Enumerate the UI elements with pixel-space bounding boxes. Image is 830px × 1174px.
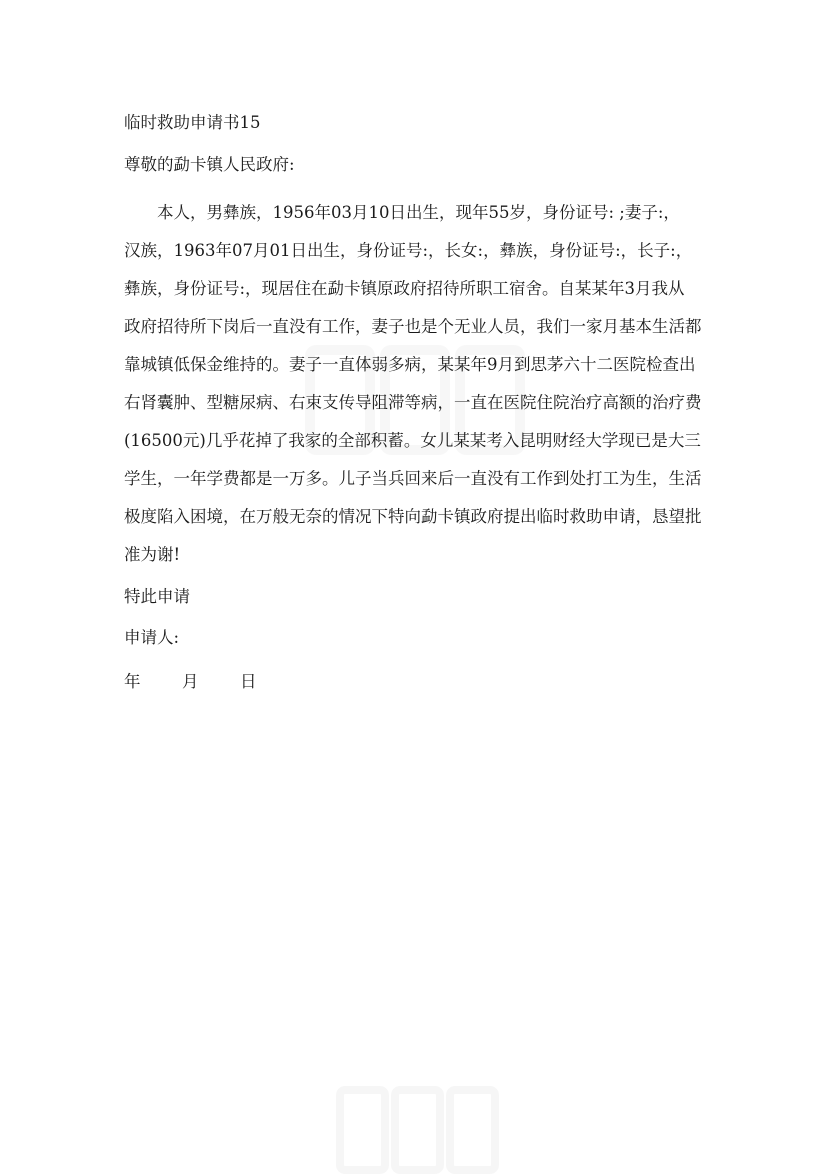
document-title: 临时救助申请书15 [124, 113, 261, 132]
body-line: 准为谢! [124, 545, 181, 564]
date-month-label: 月 [182, 672, 199, 691]
body-line: 本人，男彝族，1956年03月10日出生，现年55岁，身份证号: ;妻子:， [157, 203, 680, 222]
body-paragraph [124, 194, 716, 574]
date-day-label: 日 [240, 672, 257, 691]
body-line: 政府招待所下岗后一直没有工作，妻子也是个无业人员，我们一家月基本生活都 [124, 317, 702, 336]
closing-text: 特此申请 [124, 587, 190, 606]
body-line: 右肾囊肿、型糖尿病、右束支传导阻滞等病，一直在医院住院治疗高额的治疗费 [124, 393, 702, 412]
date-year-label: 年 [124, 672, 141, 691]
body-line: 靠城镇低保金维持的。妻子一直体弱多病，某某年9月到思茅六十二医院检查出 [124, 355, 696, 374]
date-line [124, 660, 716, 704]
body-line: (16500元)几乎花掉了我家的全部积蓄。女儿某某考入昆明财经大学现已是大三 [124, 431, 701, 450]
salutation: 尊敬的勐卡镇人民政府: [124, 155, 295, 174]
body-line: 极度陷入困境，在万般无奈的情况下特向勐卡镇政府提出临时救助申请，恳望批 [124, 507, 702, 526]
letter-body [124, 110, 716, 704]
body-line: 汉族，1963年07月01日出生，身份证号:，长女:，彝族，身份证号:，长子:， [124, 241, 693, 260]
applicant-label: 申请人: [124, 628, 180, 647]
watermark-seal-icon [330, 1080, 500, 1174]
body-line: 学生，一年学费都是一万多。儿子当兵回来后一直没有工作到处打工为生，生活 [124, 469, 702, 488]
body-line: 彝族，身份证号:，现居住在勐卡镇原政府招待所职工宿舍。自某某年3月我从 [124, 279, 685, 298]
